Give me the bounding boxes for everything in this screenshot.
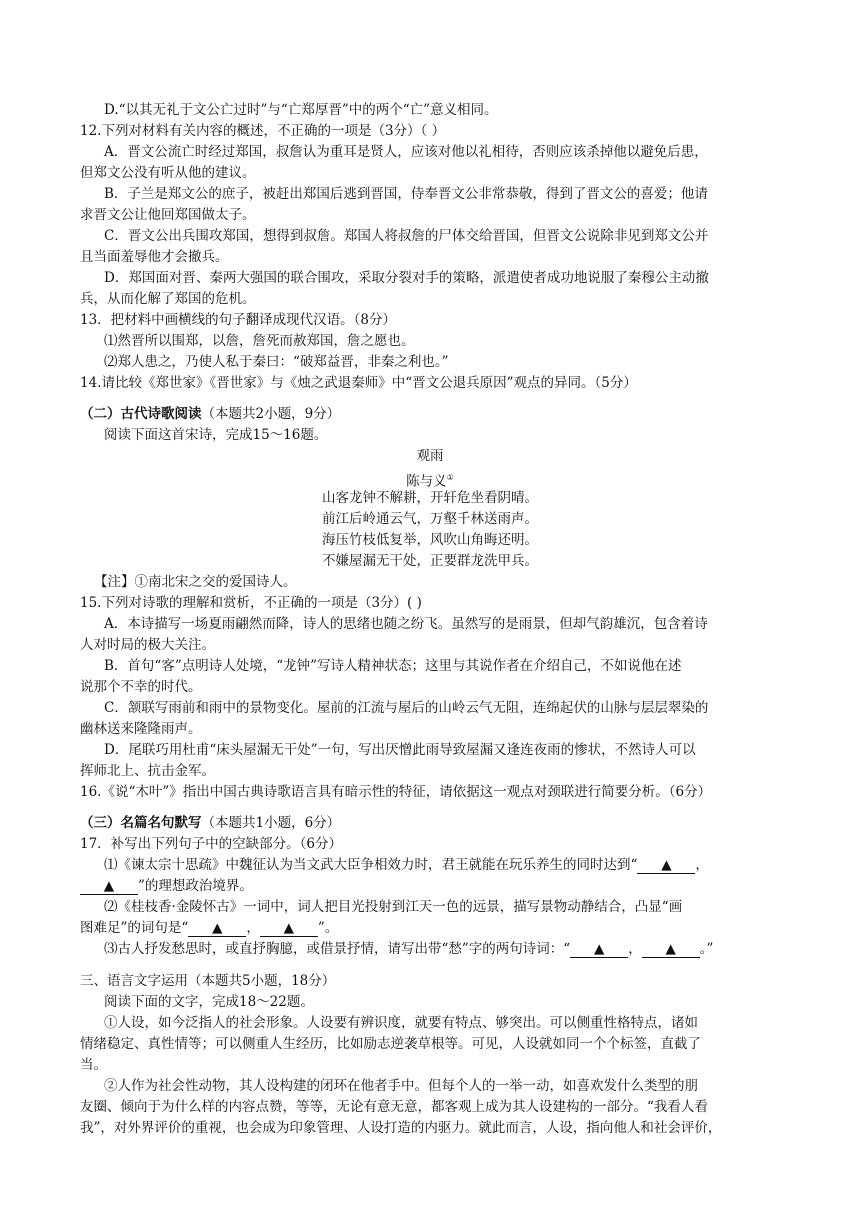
answer-blank[interactable]: ▲ xyxy=(570,942,628,958)
q16-stem: 16.《说“木叶”》指出中国古典诗歌语言具有暗示性的特征，请依据这一观点对颈联进行简要分析。（6分） xyxy=(80,784,712,800)
q17-item-3-tail: 。” xyxy=(699,941,714,957)
poem-line-4: 不嫌屋漏无干处，正要群龙洗甲兵。 xyxy=(322,553,538,569)
q13-sentence-2: ⑵郑人患之，乃使人私于秦曰：“破郑益晋，非秦之利也。” xyxy=(104,354,449,370)
answer-blank[interactable]: ▲ xyxy=(260,921,318,937)
section-3-note: （本题共1小题，6分） xyxy=(201,815,341,831)
q15-option-b-cont: 说那个不幸的时代。 xyxy=(80,679,202,695)
q13-stem: 13．把材料中画横线的句子翻译成现代汉语。（8分） xyxy=(80,312,397,328)
passage-para-2-cont2: 我”，对外界评价的重视，也会成为印象管理、人设打造的内驱力。就此而言，人设，指向他人和社会评价， xyxy=(80,1120,722,1136)
q15-option-a: A．本诗描写一场夏雨翩然而降，诗人的思绪也随之纷飞。虽然写的是雨景，但却气韵雄沉，包含着诗 xyxy=(104,616,708,632)
section-2-intro: 阅读下面这首宋诗，完成15～16题。 xyxy=(104,427,328,443)
q12-option-d: D．郑国面对晋、秦两大强国的联合围攻，采取分裂对手的策略，派遣使者成功地说服了秦穆公主动撤 xyxy=(104,270,709,286)
language-section-intro: 阅读下面的文字，完成18～22题。 xyxy=(104,994,314,1010)
comma: ， xyxy=(246,920,260,936)
poem-line-1: 山客龙钟不解耕，开轩危坐看阴晴。 xyxy=(322,490,538,506)
q17-item-1-tail: ”的理想政治境界。 xyxy=(138,878,253,894)
q15-option-b: B．首句“客”点明诗人处境，“龙钟”写诗人精神状态；这里与其说作者在介绍自己，不如说他在述 xyxy=(104,658,682,674)
q17-item-1-cont xyxy=(80,876,253,897)
q12-option-b-cont: 求晋文公让他回郑国做太子。 xyxy=(80,207,256,223)
q12-option-a-cont: 但郑文公没有听从他的建议。 xyxy=(80,165,256,181)
q14-stem: 14.请比较《郑世家》《晋世家》与《烛之武退秦师》中“晋文公退兵原因”观点的异同。（5分） xyxy=(80,375,637,391)
language-section-title: 三、语言文字运用（本题共5小题，18分） xyxy=(80,973,336,989)
q15-option-c-cont: 幽林送来隆隆雨声。 xyxy=(80,721,202,737)
answer-blank[interactable]: ▲ xyxy=(642,942,700,958)
poem-line-2: 前江后岭通云气，万壑千林送雨声。 xyxy=(322,511,538,527)
q12-option-d-cont: 兵，从而化解了郑国的危机。 xyxy=(80,291,256,307)
q17-item-2-tail: ”。 xyxy=(317,920,339,936)
q15-option-c: C．颔联写雨前和雨中的景物变化。屋前的江流与屋后的山岭云气无阻，连绵起伏的山脉与层层翠染的 xyxy=(104,700,709,716)
poem-author-name: 陈与义 xyxy=(406,473,447,490)
q17-item-3-text: ⑶古人抒发愁思时，或直抒胸臆，或借景抒情，请写出带“愁”字的两句诗词：“ xyxy=(104,941,571,957)
passage-para-1-end: 当。 xyxy=(80,1057,107,1073)
comma: ， xyxy=(628,941,642,957)
q11-option-d: D.“以其无礼于文公亡过时”与“亡郑厚晋”中的两个“亡”意义相同。 xyxy=(104,102,498,118)
poem-title: 观雨 xyxy=(416,448,444,464)
q17-item-2-cont xyxy=(80,918,338,939)
q17-item-1 xyxy=(104,855,709,876)
q12-stem: 12.下列对材料有关内容的概述，不正确的一项是（3分）（ ） xyxy=(80,123,446,139)
q17-item-2: ⑵《桂枝香·金陵怀古》一词中，词人把目光投射到江天一色的远景，描写景物动静结合，凸显“画 xyxy=(104,899,683,915)
q12-option-b: B．子兰是郑文公的庶子，被赶出郑国后逃到晋国，侍奉晋文公非常恭敬，得到了晋文公的喜爱；他请 xyxy=(104,186,708,202)
q12-option-c: C．晋文公出兵围攻郑国，想得到叔詹。郑国人将叔詹的尸体交给晋国，但晋文公说除非见到郑文公并 xyxy=(104,228,709,244)
passage-para-2: ②人作为社会性动物，其人设构建的闭环在他者手中。但每个人的一举一动，如喜欢发什么类型的朋 xyxy=(104,1078,698,1094)
q17-item-3 xyxy=(104,939,713,960)
answer-blank[interactable]: ▲ xyxy=(80,879,138,895)
comma: ， xyxy=(695,857,709,873)
q15-option-d-cont: 挥师北上、抗击金军。 xyxy=(80,763,215,779)
q15-stem: 15.下列对诗歌的理解和赏析，不正确的一项是（3分）( ) xyxy=(80,595,422,611)
q12-option-a: A．晋文公流亡时经过郑国，叔詹认为重耳是贤人，应该对他以礼相待，否则应该杀掉他以避免后患， xyxy=(104,144,708,160)
q15-option-a-cont: 人对时局的极大关注。 xyxy=(80,637,215,653)
q15-option-d: D．尾联巧用杜甫“床头屋漏无干处”一句，写出厌憎此雨导致屋漏又逢连夜雨的惨状，不然诗人可以 xyxy=(104,742,696,758)
answer-blank[interactable]: ▲ xyxy=(188,921,246,937)
poem-note: 【注】①南北宋之交的爱国诗人。 xyxy=(94,574,297,590)
poem-author-footnote-mark: ① xyxy=(446,473,454,482)
q17-item-1-text: ⑴《谏太宗十思疏》中魏征认为当文武大臣争相效力时，君王就能在玩乐养生的同时达到“ xyxy=(104,857,638,873)
section-3-title: （三）名篇名句默写 xyxy=(80,815,202,831)
q12-option-c-cont: 且当面羞辱他才会撤兵。 xyxy=(80,249,229,265)
section-2-title: （二）古代诗歌阅读 xyxy=(80,406,202,422)
answer-blank[interactable]: ▲ xyxy=(637,858,695,874)
passage-para-1-cont: 情绪稳定、真性情等；可以侧重人生经历，比如励志逆袭草根等。可见，人设就如同一个个标签，直截了 xyxy=(80,1036,701,1052)
q13-sentence-1: ⑴然晋所以围郑，以詹，詹死而赦郑国，詹之愿也。 xyxy=(104,333,415,349)
section-3-heading xyxy=(80,813,340,834)
poem-line-3: 海压竹枝低复举，风吹山角晦还明。 xyxy=(322,532,538,548)
passage-para-2-cont: 友圈、倾向于为什么样的内容点赞，等等，无论有意无意，都客观上成为其人设建构的一部分。“我看人看 xyxy=(80,1099,708,1115)
passage-para-1: ①人设，如今泛指人的社会形象。人设要有辨识度，就要有特点、够突出。可以侧重性格特点，诸如 xyxy=(104,1015,698,1031)
q17-item-2-text: 图难足”的词句是“ xyxy=(80,920,189,936)
section-2-heading xyxy=(80,404,340,425)
q17-stem: 17．补写出下列句子中的空缺部分。（6分） xyxy=(80,836,343,852)
section-2-note: （本题共2小题，9分） xyxy=(201,406,341,422)
